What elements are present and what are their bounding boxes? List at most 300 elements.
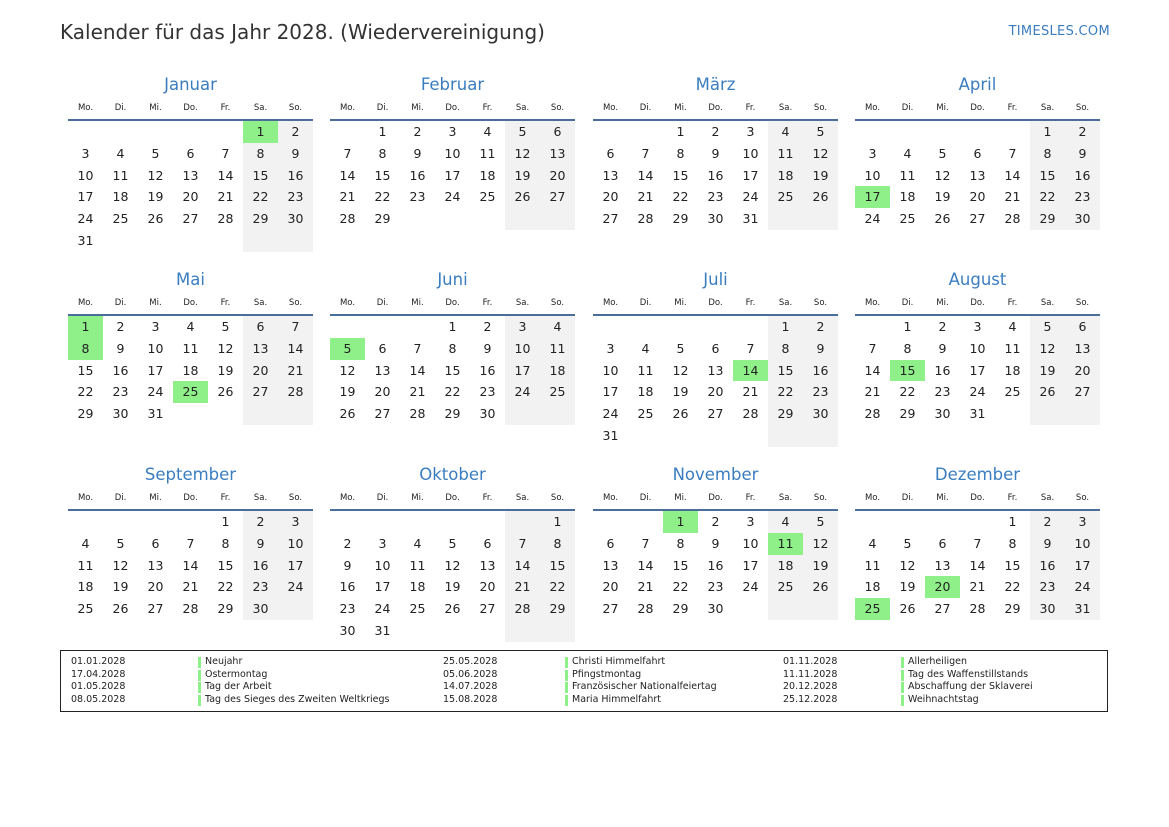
day-cell[interactable]: 1: [221, 514, 230, 529]
day-cell[interactable]: 3: [746, 124, 755, 139]
day-cell[interactable]: 18: [112, 189, 129, 205]
day-cell[interactable]: 24: [864, 211, 881, 227]
day-cell[interactable]: 20: [374, 384, 391, 400]
day-cell[interactable]: 26: [899, 601, 916, 617]
day-cell[interactable]: 8: [448, 340, 457, 356]
day-cell[interactable]: 9: [803, 338, 838, 360]
day-cell[interactable]: 14: [733, 360, 768, 382]
day-cell[interactable]: 10: [505, 338, 540, 360]
day-cell[interactable]: 16: [243, 555, 278, 577]
day-cell[interactable]: 4: [641, 340, 650, 356]
day-cell[interactable]: 15: [374, 167, 391, 183]
day-cell[interactable]: 4: [116, 145, 125, 161]
day-cell[interactable]: 29: [672, 601, 689, 617]
day-cell[interactable]: 12: [505, 143, 540, 165]
day-cell[interactable]: 16: [1065, 165, 1100, 187]
day-cell[interactable]: 17: [374, 579, 391, 595]
day-cell[interactable]: 1: [243, 121, 278, 143]
day-cell[interactable]: 19: [803, 555, 838, 577]
day-cell[interactable]: 28: [637, 211, 654, 227]
day-cell[interactable]: 3: [448, 124, 457, 139]
day-cell[interactable]: 16: [479, 362, 496, 378]
day-cell[interactable]: 24: [505, 381, 540, 403]
day-cell[interactable]: 14: [1004, 167, 1021, 183]
day-cell[interactable]: 11: [540, 338, 575, 360]
day-cell[interactable]: 11: [479, 145, 496, 161]
day-cell[interactable]: 25: [768, 186, 803, 208]
day-cell[interactable]: 28: [864, 406, 881, 422]
day-cell[interactable]: 16: [934, 362, 951, 378]
day-cell[interactable]: 22: [374, 189, 391, 205]
day-cell[interactable]: 8: [1030, 143, 1065, 165]
day-cell[interactable]: 12: [672, 362, 689, 378]
day-cell[interactable]: 6: [606, 145, 615, 161]
day-cell[interactable]: 15: [217, 557, 234, 573]
day-cell[interactable]: 21: [339, 189, 356, 205]
day-cell[interactable]: 3: [606, 340, 615, 356]
day-cell[interactable]: 17: [742, 557, 759, 573]
day-cell[interactable]: 9: [116, 340, 125, 356]
day-cell[interactable]: 27: [147, 601, 164, 617]
day-cell[interactable]: 9: [938, 340, 947, 356]
day-cell[interactable]: 14: [864, 362, 881, 378]
day-cell[interactable]: 30: [1065, 208, 1100, 230]
day-cell[interactable]: 17: [77, 189, 94, 205]
day-cell[interactable]: 28: [505, 598, 540, 620]
day-cell[interactable]: 24: [77, 211, 94, 227]
day-cell[interactable]: 30: [339, 622, 356, 638]
day-cell[interactable]: 23: [339, 601, 356, 617]
day-cell[interactable]: 24: [374, 601, 391, 617]
day-cell[interactable]: 8: [378, 145, 387, 161]
day-cell[interactable]: 10: [742, 145, 759, 161]
day-cell[interactable]: 7: [746, 340, 755, 356]
day-cell[interactable]: 9: [243, 533, 278, 555]
day-cell[interactable]: 17: [602, 384, 619, 400]
day-cell[interactable]: 9: [1030, 533, 1065, 555]
day-cell[interactable]: 6: [606, 535, 615, 551]
day-cell[interactable]: 5: [1030, 316, 1065, 338]
day-cell[interactable]: 8: [768, 338, 803, 360]
day-cell[interactable]: 29: [217, 601, 234, 617]
day-cell[interactable]: 22: [540, 576, 575, 598]
day-cell[interactable]: 12: [147, 167, 164, 183]
day-cell[interactable]: 22: [672, 579, 689, 595]
day-cell[interactable]: 10: [1065, 533, 1100, 555]
day-cell[interactable]: 4: [768, 511, 803, 533]
day-cell[interactable]: 28: [637, 601, 654, 617]
day-cell[interactable]: 3: [151, 319, 160, 334]
day-cell[interactable]: 18: [768, 165, 803, 187]
day-cell[interactable]: 12: [934, 167, 951, 183]
day-cell[interactable]: 9: [278, 143, 313, 165]
day-cell[interactable]: 19: [112, 579, 129, 595]
day-cell[interactable]: 25: [173, 381, 208, 403]
day-cell[interactable]: 31: [147, 406, 164, 422]
day-cell[interactable]: 22: [672, 189, 689, 205]
day-cell[interactable]: 26: [217, 384, 234, 400]
day-cell[interactable]: 13: [602, 557, 619, 573]
day-cell[interactable]: 24: [969, 384, 986, 400]
day-cell[interactable]: 31: [374, 622, 391, 638]
day-cell[interactable]: 26: [112, 601, 129, 617]
day-cell[interactable]: 13: [479, 557, 496, 573]
day-cell[interactable]: 28: [742, 406, 759, 422]
day-cell[interactable]: 18: [182, 362, 199, 378]
day-cell[interactable]: 1: [68, 316, 103, 338]
day-cell[interactable]: 10: [742, 535, 759, 551]
day-cell[interactable]: 15: [672, 167, 689, 183]
day-cell[interactable]: 31: [602, 427, 619, 443]
day-cell[interactable]: 2: [343, 535, 352, 551]
day-cell[interactable]: 19: [505, 165, 540, 187]
day-cell[interactable]: 31: [969, 406, 986, 422]
day-cell[interactable]: 12: [339, 362, 356, 378]
day-cell[interactable]: 26: [147, 211, 164, 227]
day-cell[interactable]: 2: [243, 511, 278, 533]
day-cell[interactable]: 17: [969, 362, 986, 378]
day-cell[interactable]: 21: [742, 384, 759, 400]
day-cell[interactable]: 3: [746, 514, 755, 529]
day-cell[interactable]: 7: [1008, 145, 1017, 161]
day-cell[interactable]: 1: [903, 319, 912, 334]
day-cell[interactable]: 29: [1004, 601, 1021, 617]
day-cell[interactable]: 4: [540, 316, 575, 338]
day-cell[interactable]: 6: [1065, 316, 1100, 338]
day-cell[interactable]: 8: [676, 145, 685, 161]
day-cell[interactable]: 9: [343, 557, 352, 573]
day-cell[interactable]: 27: [182, 211, 199, 227]
day-cell[interactable]: 27: [243, 381, 278, 403]
day-cell[interactable]: 7: [505, 533, 540, 555]
day-cell[interactable]: 17: [1065, 555, 1100, 577]
day-cell[interactable]: 26: [1030, 381, 1065, 403]
day-cell[interactable]: 11: [899, 167, 916, 183]
day-cell[interactable]: 4: [903, 145, 912, 161]
day-cell[interactable]: 3: [505, 316, 540, 338]
day-cell[interactable]: 23: [243, 576, 278, 598]
day-cell[interactable]: 29: [77, 406, 94, 422]
day-cell[interactable]: 14: [278, 338, 313, 360]
day-cell[interactable]: 27: [707, 406, 724, 422]
day-cell[interactable]: 21: [1004, 189, 1021, 205]
day-cell[interactable]: 15: [672, 557, 689, 573]
day-cell[interactable]: 8: [903, 340, 912, 356]
day-cell[interactable]: 5: [116, 535, 125, 551]
day-cell[interactable]: 10: [864, 167, 881, 183]
day-cell[interactable]: 26: [803, 576, 838, 598]
day-cell[interactable]: 19: [147, 189, 164, 205]
day-cell[interactable]: 19: [444, 579, 461, 595]
day-cell[interactable]: 15: [1004, 557, 1021, 573]
day-cell[interactable]: 8: [540, 533, 575, 555]
day-cell[interactable]: 15: [1030, 165, 1065, 187]
day-cell[interactable]: 11: [637, 362, 654, 378]
day-cell[interactable]: 4: [483, 124, 492, 139]
day-cell[interactable]: 20: [479, 579, 496, 595]
day-cell[interactable]: 20: [602, 579, 619, 595]
day-cell[interactable]: 24: [602, 406, 619, 422]
day-cell[interactable]: 5: [938, 145, 947, 161]
day-cell[interactable]: 18: [77, 579, 94, 595]
day-cell[interactable]: 23: [1030, 576, 1065, 598]
day-cell[interactable]: 15: [540, 555, 575, 577]
day-cell[interactable]: 16: [707, 167, 724, 183]
day-cell[interactable]: 25: [1004, 384, 1021, 400]
day-cell[interactable]: 1: [676, 124, 685, 139]
day-cell[interactable]: 20: [1065, 360, 1100, 382]
day-cell[interactable]: 25: [855, 598, 890, 620]
day-cell[interactable]: 23: [278, 186, 313, 208]
day-cell[interactable]: 2: [278, 121, 313, 143]
day-cell[interactable]: 21: [505, 576, 540, 598]
day-cell[interactable]: 31: [742, 211, 759, 227]
day-cell[interactable]: 12: [444, 557, 461, 573]
day-cell[interactable]: 2: [483, 319, 492, 334]
day-cell[interactable]: 25: [899, 211, 916, 227]
day-cell[interactable]: 23: [409, 189, 426, 205]
day-cell[interactable]: 10: [444, 145, 461, 161]
day-cell[interactable]: 30: [707, 601, 724, 617]
day-cell[interactable]: 8: [243, 143, 278, 165]
day-cell[interactable]: 21: [278, 360, 313, 382]
day-cell[interactable]: 26: [505, 186, 540, 208]
day-cell[interactable]: 11: [1004, 340, 1021, 356]
day-cell[interactable]: 20: [243, 360, 278, 382]
day-cell[interactable]: 20: [182, 189, 199, 205]
day-cell[interactable]: 16: [707, 557, 724, 573]
day-cell[interactable]: 27: [934, 601, 951, 617]
day-cell[interactable]: 4: [81, 535, 90, 551]
day-cell[interactable]: 5: [330, 338, 365, 360]
day-cell[interactable]: 7: [221, 145, 230, 161]
day-cell[interactable]: 22: [444, 384, 461, 400]
day-cell[interactable]: 17: [742, 167, 759, 183]
day-cell[interactable]: 16: [803, 360, 838, 382]
day-cell[interactable]: 21: [637, 579, 654, 595]
day-cell[interactable]: 25: [77, 601, 94, 617]
day-cell[interactable]: 12: [803, 143, 838, 165]
day-cell[interactable]: 12: [899, 557, 916, 573]
day-cell[interactable]: 2: [803, 316, 838, 338]
day-cell[interactable]: 28: [278, 381, 313, 403]
day-cell[interactable]: 29: [540, 598, 575, 620]
day-cell[interactable]: 14: [505, 555, 540, 577]
day-cell[interactable]: 26: [672, 406, 689, 422]
day-cell[interactable]: 28: [409, 406, 426, 422]
day-cell[interactable]: 8: [1008, 535, 1017, 551]
day-cell[interactable]: 11: [112, 167, 129, 183]
day-cell[interactable]: 7: [641, 145, 650, 161]
day-cell[interactable]: 15: [890, 360, 925, 382]
day-cell[interactable]: 10: [147, 340, 164, 356]
day-cell[interactable]: 27: [969, 211, 986, 227]
day-cell[interactable]: 20: [925, 576, 960, 598]
day-cell[interactable]: 6: [151, 535, 160, 551]
day-cell[interactable]: 23: [1065, 186, 1100, 208]
day-cell[interactable]: 4: [868, 535, 877, 551]
day-cell[interactable]: 22: [77, 384, 94, 400]
day-cell[interactable]: 11: [182, 340, 199, 356]
day-cell[interactable]: 14: [637, 557, 654, 573]
day-cell[interactable]: 30: [479, 406, 496, 422]
day-cell[interactable]: 16: [112, 362, 129, 378]
day-cell[interactable]: 19: [672, 384, 689, 400]
day-cell[interactable]: 29: [899, 406, 916, 422]
day-cell[interactable]: 19: [1030, 360, 1065, 382]
day-cell[interactable]: 13: [707, 362, 724, 378]
day-cell[interactable]: 12: [803, 533, 838, 555]
day-cell[interactable]: 27: [602, 211, 619, 227]
day-cell[interactable]: 29: [768, 403, 803, 425]
day-cell[interactable]: 27: [602, 601, 619, 617]
day-cell[interactable]: 16: [1030, 555, 1065, 577]
day-cell[interactable]: 14: [339, 167, 356, 183]
day-cell[interactable]: 5: [151, 145, 160, 161]
day-cell[interactable]: 2: [413, 124, 422, 139]
day-cell[interactable]: 27: [540, 186, 575, 208]
day-cell[interactable]: 14: [969, 557, 986, 573]
day-cell[interactable]: 31: [1065, 598, 1100, 620]
day-cell[interactable]: 13: [243, 338, 278, 360]
day-cell[interactable]: 15: [444, 362, 461, 378]
day-cell[interactable]: 2: [1030, 511, 1065, 533]
day-cell[interactable]: 15: [77, 362, 94, 378]
day-cell[interactable]: 16: [409, 167, 426, 183]
day-cell[interactable]: 18: [864, 579, 881, 595]
day-cell[interactable]: 30: [803, 403, 838, 425]
day-cell[interactable]: 18: [899, 189, 916, 205]
day-cell[interactable]: 12: [217, 340, 234, 356]
day-cell[interactable]: 4: [413, 535, 422, 551]
day-cell[interactable]: 17: [147, 362, 164, 378]
day-cell[interactable]: 11: [409, 557, 426, 573]
day-cell[interactable]: 24: [444, 189, 461, 205]
day-cell[interactable]: 20: [540, 165, 575, 187]
day-cell[interactable]: 29: [243, 208, 278, 230]
day-cell[interactable]: 25: [479, 189, 496, 205]
day-cell[interactable]: 28: [1004, 211, 1021, 227]
day-cell[interactable]: 6: [973, 145, 982, 161]
day-cell[interactable]: 21: [969, 579, 986, 595]
day-cell[interactable]: 8: [68, 338, 103, 360]
day-cell[interactable]: 15: [768, 360, 803, 382]
day-cell[interactable]: 14: [409, 362, 426, 378]
day-cell[interactable]: 18: [479, 167, 496, 183]
day-cell[interactable]: 23: [803, 381, 838, 403]
day-cell[interactable]: 28: [217, 211, 234, 227]
day-cell[interactable]: 1: [768, 316, 803, 338]
day-cell[interactable]: 1: [663, 511, 698, 533]
day-cell[interactable]: 10: [77, 167, 94, 183]
day-cell[interactable]: 22: [768, 381, 803, 403]
day-cell[interactable]: 7: [413, 340, 422, 356]
day-cell[interactable]: 5: [903, 535, 912, 551]
day-cell[interactable]: 12: [112, 557, 129, 573]
day-cell[interactable]: 22: [243, 186, 278, 208]
day-cell[interactable]: 3: [278, 511, 313, 533]
day-cell[interactable]: 24: [742, 189, 759, 205]
day-cell[interactable]: 7: [868, 340, 877, 356]
day-cell[interactable]: 29: [444, 406, 461, 422]
day-cell[interactable]: 6: [711, 340, 720, 356]
day-cell[interactable]: 22: [1030, 186, 1065, 208]
day-cell[interactable]: 5: [803, 121, 838, 143]
day-cell[interactable]: 24: [147, 384, 164, 400]
day-cell[interactable]: 2: [938, 319, 947, 334]
day-cell[interactable]: 13: [1065, 338, 1100, 360]
day-cell[interactable]: 19: [217, 362, 234, 378]
day-cell[interactable]: 16: [339, 579, 356, 595]
day-cell[interactable]: 25: [112, 211, 129, 227]
day-cell[interactable]: 5: [676, 340, 685, 356]
day-cell[interactable]: 20: [147, 579, 164, 595]
day-cell[interactable]: 14: [217, 167, 234, 183]
day-cell[interactable]: 19: [934, 189, 951, 205]
day-cell[interactable]: 20: [602, 189, 619, 205]
day-cell[interactable]: 1: [1008, 514, 1017, 529]
day-cell[interactable]: 19: [899, 579, 916, 595]
day-cell[interactable]: 11: [77, 557, 94, 573]
day-cell[interactable]: 14: [637, 167, 654, 183]
day-cell[interactable]: 24: [742, 579, 759, 595]
day-cell[interactable]: 1: [378, 124, 387, 139]
day-cell[interactable]: 21: [182, 579, 199, 595]
day-cell[interactable]: 23: [707, 189, 724, 205]
day-cell[interactable]: 20: [969, 189, 986, 205]
day-cell[interactable]: 18: [1004, 362, 1021, 378]
day-cell[interactable]: 23: [479, 384, 496, 400]
day-cell[interactable]: 13: [147, 557, 164, 573]
day-cell[interactable]: 3: [1065, 511, 1100, 533]
day-cell[interactable]: 9: [413, 145, 422, 161]
day-cell[interactable]: 22: [217, 579, 234, 595]
day-cell[interactable]: 31: [77, 232, 94, 248]
day-cell[interactable]: 11: [768, 143, 803, 165]
day-cell[interactable]: 22: [899, 384, 916, 400]
day-cell[interactable]: 11: [864, 557, 881, 573]
day-cell[interactable]: 7: [278, 316, 313, 338]
day-cell[interactable]: 25: [637, 406, 654, 422]
day-cell[interactable]: 20: [707, 384, 724, 400]
day-cell[interactable]: 27: [479, 601, 496, 617]
day-cell[interactable]: 10: [602, 362, 619, 378]
day-cell[interactable]: 8: [221, 535, 230, 551]
day-cell[interactable]: 23: [934, 384, 951, 400]
day-cell[interactable]: 19: [803, 165, 838, 187]
day-cell[interactable]: 30: [707, 211, 724, 227]
day-cell[interactable]: 11: [768, 533, 803, 555]
day-cell[interactable]: 21: [409, 384, 426, 400]
day-cell[interactable]: 5: [505, 121, 540, 143]
day-cell[interactable]: 24: [1065, 576, 1100, 598]
day-cell[interactable]: 23: [707, 579, 724, 595]
day-cell[interactable]: 1: [1030, 121, 1065, 143]
day-cell[interactable]: 28: [969, 601, 986, 617]
day-cell[interactable]: 26: [934, 211, 951, 227]
day-cell[interactable]: 6: [483, 535, 492, 551]
day-cell[interactable]: 29: [374, 211, 391, 227]
day-cell[interactable]: 7: [641, 535, 650, 551]
day-cell[interactable]: 6: [243, 316, 278, 338]
day-cell[interactable]: 4: [1008, 319, 1017, 334]
day-cell[interactable]: 2: [1065, 121, 1100, 143]
day-cell[interactable]: 7: [343, 145, 352, 161]
day-cell[interactable]: 10: [969, 340, 986, 356]
day-cell[interactable]: 30: [278, 208, 313, 230]
day-cell[interactable]: 6: [378, 340, 387, 356]
day-cell[interactable]: 9: [483, 340, 492, 356]
